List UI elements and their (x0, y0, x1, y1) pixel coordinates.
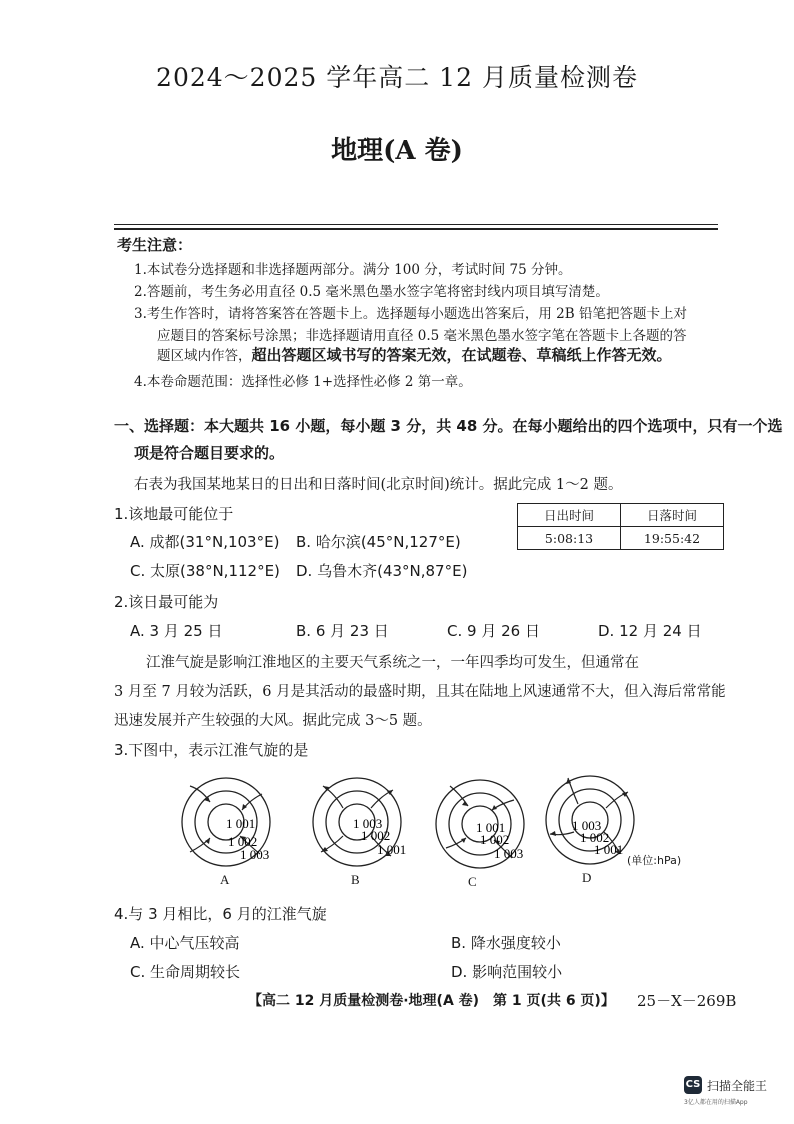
notice-item-3-cont2 (157, 344, 672, 365)
isobar-label: 1 003 (240, 847, 270, 862)
q2-stem: 2.该日最可能为 (114, 593, 219, 611)
q1-option-c: C. 太原(38°N,112°E) (130, 562, 280, 580)
exam-title: 2024～2025 学年高二 12 月质量检测卷 (156, 63, 638, 92)
table-cell-sunrise: 5:08:13 (518, 527, 621, 550)
notice-item-1: 1.本试卷分选择题和非选择题两部分。满分 100 分，考试时间 75 分钟。 (134, 262, 572, 278)
diagram-label-d: D (582, 870, 592, 885)
table-header-sunset: 日落时间 (621, 504, 724, 527)
q1-stem: 1.该地最可能位于 (114, 505, 234, 523)
table-header-sunrise: 日出时间 (518, 504, 621, 527)
scanner-name: 扫描全能王 (707, 1079, 768, 1093)
notice-item-2: 2.答题前，考生务必用直径 0.5 毫米黑色墨水签字笔将密封线内项目填写清楚。 (134, 284, 609, 300)
q2-option-a: A. 3 月 25 日 (130, 622, 223, 640)
intro-q3-5-line1: 江淮气旋是影响江淮地区的主要天气系统之一，一年四季均可发生，但通常在 (146, 655, 639, 671)
section-heading-line2: 项是符合题目要求的。 (134, 444, 285, 462)
isobar-label: 1 003 (353, 816, 383, 831)
notice-item-3-emphasis: 超出答题区域书写的答案无效，在试题卷、草稿纸上作答无效。 (251, 346, 672, 364)
isobar-label: 1 003 (494, 846, 524, 861)
cyclone-diagram-b (307, 772, 407, 886)
intro-q3-5-line3: 迅速发展并产生较强的大风。据此完成 3～5 题。 (114, 713, 432, 729)
divider-thick (114, 228, 718, 230)
notice-item-3: 3.考生作答时，请将答案答在答题卡上。选择题每小题选出答案后，用 2B 铅笔把答题卡上对 (134, 306, 687, 322)
q2-option-c: C. 9 月 26 日 (447, 622, 540, 640)
q1-option-b: B. 哈尔滨(45°N,127°E) (296, 533, 461, 551)
q4-stem: 4.与 3 月相比，6 月的江淮气旋 (114, 905, 327, 923)
isobar-label: 1 001 (226, 816, 256, 831)
q4-option-a: A. 中心气压较高 (130, 934, 240, 952)
intro-q1-2: 右表为我国某地某日的日出和日落时间(北京时间)统计。据此完成 1～2 题。 (134, 477, 623, 493)
paper-code: 25－X－269B (637, 992, 737, 1010)
isobar-label: 1 001 (476, 820, 506, 835)
isobar-label: 1 002 (228, 834, 258, 849)
q4-option-c: C. 生命周期较长 (130, 963, 241, 981)
isobar-label: 1 003 (572, 818, 602, 833)
diagram-label-a: A (220, 872, 230, 887)
diagram-label-c: C (468, 874, 477, 889)
q1-option-d: D. 乌鲁木齐(43°N,87°E) (296, 562, 468, 580)
notice-heading: 考生注意： (117, 236, 193, 254)
isobar-label: 1 001 (594, 842, 624, 857)
q3-stem: 3.下图中，表示江淮气旋的是 (114, 741, 309, 759)
subject-title: 地理(A 卷) (331, 136, 463, 166)
page-footer: 【高二 12 月质量检测卷·地理(A 卷) 第 1 页(共 6 页)】 (248, 993, 615, 1009)
scanner-tagline: 3亿人都在用的扫描App (684, 1099, 748, 1106)
scanner-logo-icon: CS (684, 1076, 702, 1094)
cyclone-diagram-d (540, 770, 640, 884)
cyclone-diagram-a (176, 772, 276, 886)
cyclone-diagram-c (430, 774, 530, 888)
sunrise-sunset-table (517, 503, 724, 550)
q2-option-d: D. 12 月 24 日 (598, 622, 702, 640)
q2-option-b: B. 6 月 23 日 (296, 622, 389, 640)
notice-item-4: 4.本卷命题范围：选择性必修 1+选择性必修 2 第一章。 (134, 374, 472, 390)
notice-item-3-cont: 应题目的答案标号涂黑；非选择题请用直径 0.5 毫米黑色墨水签字笔在答题卡上各题的答 (157, 328, 687, 344)
q1-option-a: A. 成都(31°N,103°E) (130, 533, 280, 551)
isobar-label: 1 002 (580, 830, 610, 845)
diagram-label-b: B (351, 872, 360, 887)
q4-option-b: B. 降水强度较小 (451, 934, 561, 952)
divider-thin (114, 224, 718, 225)
isobar-label: 1 001 (377, 842, 407, 857)
diagram-unit: (单位:hPa) (627, 854, 682, 867)
notice-item-3-prefix: 题区域内作答， (157, 348, 252, 364)
intro-q3-5-line2: 3 月至 7 月较为活跃，6 月是其活动的最盛时期，且其在陆地上风速通常不大，但入海后常常能 (114, 684, 726, 700)
table-cell-sunset: 19:55:42 (621, 527, 724, 550)
section-heading-line1: 一、选择题：本大题共 16 小题，每小题 3 分，共 48 分。在每小题给出的四个选项中，只有一个选 (114, 417, 783, 435)
isobar-label: 1 002 (361, 828, 391, 843)
isobar-label: 1 002 (480, 832, 510, 847)
q4-option-d: D. 影响范围较小 (451, 963, 563, 981)
